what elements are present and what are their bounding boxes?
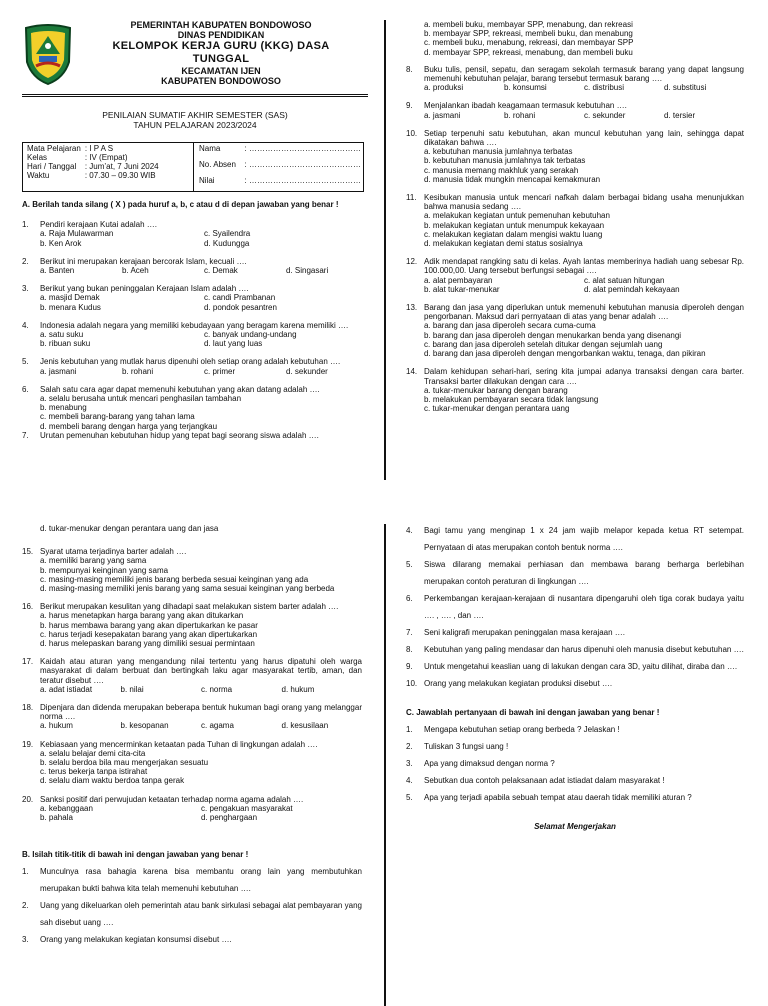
option[interactable]: b. membayar SPP, rekreasi, membeli buku, dan menabung	[424, 29, 633, 39]
question-3: 3. Berikut yang bukan peninggalan Kerajaan Islam adalah …. a. masjid Demak c. candi Prambanan b. menara Kudus d. pondok pesantren	[22, 284, 368, 312]
option[interactable]: a. jasmani	[424, 110, 461, 120]
option[interactable]: d. manusia tidak mungkin mencapai kemakmuran	[424, 174, 601, 184]
option[interactable]: c. norma	[201, 684, 233, 694]
option[interactable]: c. membeli buku, menabung, rekreasi, dan membayar SPP	[424, 38, 634, 48]
time-value: : 07.30 – 09.30 WIB	[84, 171, 156, 180]
option[interactable]: d. tersier	[664, 110, 696, 120]
question-10: 10. Setiap terpenuhi satu kebutuhan, akan muncul kebutuhan yang lain, sehingga dapat dikatakan bahwa …. a. kebutuhan manusia jumlahnya terbatas b. kebutuhan manusia jumlahnya tak terbatas c. manusia memang makhluk yang serakah d. manusia tidak mungkin mencapai kemakmuran	[406, 128, 744, 184]
option[interactable]: b. harus membawa barang yang akan dipertukarkan ke pasar	[40, 620, 258, 630]
option[interactable]: a. kebanggaan	[40, 803, 93, 813]
option[interactable]: a. kebutuhan manusia jumlahnya terbatas	[424, 147, 573, 157]
essay-item-4: 4. Sebutkan dua contoh pelaksanaan adat istiadat dalam masyarakat !	[406, 776, 665, 785]
option[interactable]: b. kesopanan	[120, 721, 169, 731]
option[interactable]: c. sekunder	[584, 110, 626, 120]
page2-left-column	[22, 524, 362, 948]
option[interactable]: c. Syailendra	[204, 229, 251, 239]
question-8: 8. Buku tulis, pensil, sepatu, dan seragam sekolah termasuk barang yang dapat langsung memenuhi kebutuhan pelajar, barang tersebut termasuk barang …. a. produksi b. konsumsi c. distribusi d. substitusi	[406, 64, 744, 93]
header-line-1: PEMERINTAH KABUPATEN BONDOWOSO	[130, 20, 312, 30]
option[interactable]: a. harus menetapkan harga barang yang akan ditukarkan	[40, 611, 244, 621]
fill-item-7: 7. Seni kaligrafi merupakan peninggalan masa kerajaan ….	[406, 628, 626, 637]
header-rule	[22, 94, 368, 95]
option[interactable]: b. konsumsi	[504, 83, 547, 93]
option[interactable]: d. harus melepaskan barang yang dimiliki sesuai permintaan	[40, 639, 255, 649]
option[interactable]: c. harus terjadi kesepakatan barang yang akan dipertukarkan	[40, 629, 258, 639]
header-line-4: TUNGGAL	[192, 53, 250, 65]
option[interactable]: d. tukar-menukar dengan perantara uang dan jasa	[40, 524, 219, 533]
option[interactable]: b. rohani	[504, 110, 536, 120]
fill-item-4: 4. Bagi tamu yang menginap 1 x 24 jam wajib melapor kepada ketua RT setempat. Pernyataan di atas merupakan contoh bentuk norma ….	[406, 526, 744, 552]
name-label: Nama	[199, 144, 221, 153]
option[interactable]: c. tukar-menukar dengan perantara uang	[424, 404, 570, 414]
section-c-instruction: C. Jawablah pertanyaan di bawah ini dengan jawaban yang benar !	[406, 708, 660, 717]
day-value: : Jum’at, 7 Juni 2024	[84, 162, 159, 171]
option[interactable]: b. selalu berdoa bila mau mengerjakan sesuatu	[40, 758, 209, 768]
option[interactable]: c. terus bekerja tanpa istirahat	[40, 767, 148, 777]
option[interactable]: a. Raja Mulawarman	[40, 229, 114, 239]
option[interactable]: a. satu suku	[40, 330, 84, 340]
question-17: 17. Kaidah atau aturan yang mengandung nilai tertentu yang harus dipatuhi oleh warga masyarakat di dalam berbuat dan bertingkah laku agar masyarakat tertib, aman, dan teratur disebut …. a. adat istiadat b. nilai c. norma d. hukum	[22, 657, 362, 694]
page1-left-column	[22, 200, 368, 440]
option[interactable]: a. masjid Demak	[40, 293, 100, 303]
option[interactable]: a. membeli buku, membayar SPP, menabung, dan rekreasi	[424, 20, 633, 29]
page1-right-column	[406, 20, 744, 413]
column-divider	[384, 20, 386, 480]
question-4: 4. Indonesia adalah negara yang memiliki kebudayaan yang beragam karena memiliki …. a. satu suku c. banyak undang-undang b. ribuan suku d. laut yang luas	[22, 321, 368, 349]
subject-label: Mata Pelajaran	[27, 144, 81, 153]
option[interactable]: c. barang dan jasa diperoleh setelah ditukar dengan sejumlah uang	[424, 339, 663, 349]
option[interactable]: a. memiliki barang yang sama	[40, 556, 147, 566]
option[interactable]: d. alat pemindah kekayaan	[584, 284, 680, 294]
option[interactable]: a. produksi	[424, 83, 464, 93]
option[interactable]: d. hukum	[281, 684, 315, 694]
question-5: 5. Jenis kebutuhan yang mutlak harus dipenuhi oleh setiap orang adalah kebutuhan …. a. jasmani b. rohani c. primer d. sekunder	[22, 357, 368, 375]
option[interactable]: d. melakukan kegiatan demi status sosialnya	[424, 239, 583, 249]
option[interactable]: d. masing-masing memiliki jenis barang yang sama sesuai keinginan yang berbeda	[40, 584, 335, 594]
option[interactable]: a. alat pembayaran	[424, 275, 493, 285]
option[interactable]: d. barang dan jasa diperoleh dengan mengorbankan waktu, tenaga, dan pikiran	[424, 349, 706, 359]
question-13: 13. Barang dan jasa yang diperlukan untuk memenuhi kebutuhan manusia diperoleh dengan pengorbanan. Maksud dari pernyataan di atas yang benar adalah …. a. barang dan jasa diperoleh secara cuma-cuma b. barang dan jasa diperoleh dengan menukarkan benda yang disenangi c. barang dan jasa diperoleh setelah ditukar dengan sejumlah uang d. barang dan jasa diperoleh dengan mengorbankan waktu, tenaga, dan pikiran	[406, 303, 744, 359]
option[interactable]: d. selalu diam waktu berdoa tanpa gerak	[40, 776, 185, 786]
option[interactable]: c. agama	[201, 721, 234, 731]
exam-year: TAHUN PELAJARAN 2023/2024	[133, 120, 257, 130]
subject-value: : I P A S	[84, 144, 114, 153]
option[interactable]: a. adat istiadat	[40, 684, 93, 694]
option[interactable]: c. distribusi	[584, 83, 625, 93]
page2-right-column	[406, 522, 744, 831]
header-line-2: DINAS PENDIDIKAN	[177, 30, 265, 40]
option[interactable]: a. barang dan jasa diperoleh secara cuma-cuma	[424, 321, 596, 331]
option[interactable]: c. melakukan kegiatan dalam mengisi waktu luang	[424, 229, 603, 239]
option[interactable]: c. banyak undang-undang	[204, 330, 297, 340]
school-header	[22, 20, 368, 95]
option[interactable]: c. masing-masing memiliki jenis barang berbeda sesuai keinginan yang ada	[40, 574, 309, 584]
option[interactable]: b. barang dan jasa diperoleh dengan menukarkan benda yang disenangi	[424, 330, 682, 340]
closing-message: Selamat Mengerjakan	[534, 822, 616, 831]
question-12: 12. Adik mendapat rangking satu di kelas. Ayah lantas memberinya hadiah uang sebesar Rp. 100.000,00. Uang tersebut berfungsi sebagai …. a. alat pembayaran c. alat satuan hitungan b. alat tukar-menukar d. alat pemindah kekayaan	[406, 257, 744, 294]
question-7-options	[406, 20, 744, 57]
option[interactable]: b. alat tukar-menukar	[424, 284, 500, 294]
student-info-box	[22, 142, 364, 192]
header-rule-thin	[22, 96, 368, 97]
option[interactable]: c. Demak	[204, 266, 238, 276]
option[interactable]: b. mempunyai keinginan yang sama	[40, 565, 169, 575]
exam-title-block	[22, 110, 368, 130]
option[interactable]: c. alat satuan hitungan	[584, 275, 665, 285]
option[interactable]: a. Banten	[40, 266, 75, 276]
option[interactable]: b. nilai	[120, 684, 144, 694]
absen-label: No. Absen	[199, 160, 236, 169]
question-18: 18. Dipenjara dan didenda merupakan beberapa bentuk hukuman bagi orang yang melanggar norma …. a. hukum b. kesopanan c. agama d. kesusilaan	[22, 703, 362, 731]
option[interactable]: a. hukum	[40, 721, 73, 731]
option[interactable]: b. melakukan pembayaran secara tidak langsung	[424, 394, 599, 404]
question-2: 2. Berikut ini merupakan kerajaan bercorak Islam, kecuali …. a. Banten b. Aceh c. Demak d. Singasari	[22, 257, 368, 275]
question-11: 11. Kesibukan manusia untuk mencari nafkah dalam berbagai bidang usaha menunjukkan bahwa manusia sedang …. a. melakukan kegiatan untuk pemenuhan kebutuhan b. melakukan kegiatan untuk menumpuk kekayaan c. melakukan kegiatan dalam mengisi waktu luang d. melakukan kegiatan demi status sosialnya	[406, 193, 744, 249]
essay-item-1: 1. Mengapa kebutuhan setiap orang berbeda ? Jelaskan !	[406, 725, 620, 734]
option[interactable]: d. Kudungga	[204, 238, 250, 248]
name-field[interactable]: : ……………………………………	[244, 144, 361, 153]
option[interactable]: b. pahala	[40, 813, 73, 823]
question-1: 1. Pendiri kerajaan Kutai adalah …. a. Raja Mulawarman c. Syailendra b. Ken Arok d. Kudungga	[22, 220, 368, 248]
fill-item-1: 1. Munculnya rasa bahagia karena bisa membantu orang lain yang membutuhkan merupakan bukti bahwa kita telah memenuhi kebutuhan ….	[22, 867, 362, 894]
option[interactable]: b. menabung	[40, 403, 87, 413]
header-line-3: KELOMPOK KERJA GURU (KKG) DASA	[112, 40, 330, 52]
question-15: 15. Syarat utama terjadinya barter adalah …. a. memiliki barang yang sama b. mempunyai keinginan yang sama c. masing-masing memiliki jenis barang berbeda sesuai keinginan yang ada d. masing-masing memiliki jenis barang yang sama sesuai keinginan yang berbeda	[22, 547, 362, 593]
time-label: Waktu	[27, 171, 50, 180]
option[interactable]: d. penghargaan	[201, 813, 258, 823]
question-6: 6. Salah satu cara agar dapat memenuhi kebutuhan yang akan datang adalah …. a. selalu berusaha untuk mencari penghasilan tambahan b. menabung c. membeli barang-barang yang tahan lama d. membeli barang dengan harga yang terjangkau	[22, 385, 368, 431]
fill-item-3: 3. Orang yang melakukan kegiatan konsumsi disebut ….	[22, 935, 232, 945]
class-value: : IV (Empat)	[84, 153, 128, 162]
fill-item-5: 5. Siswa dilarang memakai perhiasan dan membawa barang berharga berlebihan merupakan contoh peraturan di lingkungan ….	[406, 560, 744, 586]
option[interactable]: d. membayar SPP, rekreasi, menabung, dan membeli buku	[424, 47, 633, 57]
essay-item-2: 2. Tuliskan 3 fungsi uang !	[406, 742, 509, 751]
option[interactable]: b. kebutuhan manusia jumlahnya tak terbatas	[424, 156, 586, 166]
option[interactable]: a. selalu belajar demi cita-cita	[40, 748, 146, 758]
option[interactable]: d. laut yang luas	[204, 339, 263, 349]
nilai-label: Nilai	[199, 176, 215, 185]
option[interactable]: c. primer	[204, 366, 236, 376]
option[interactable]: d. substitusi	[664, 83, 707, 93]
option[interactable]: d. membeli barang dengan harga yang terjangkau	[40, 421, 218, 431]
bondowoso-regency-logo	[22, 24, 74, 86]
class-label: Kelas	[27, 153, 48, 162]
question-19: 19. Kebiasaan yang mencerminkan ketaatan pada Tuhan di lingkungan adalah …. a. selalu belajar demi cita-cita b. selalu berdoa bila mau mengerjakan sesuatu c. terus bekerja tanpa istirahat d. selalu diam waktu berdoa tanpa gerak	[22, 740, 362, 786]
essay-item-3: 3. Apa yang dimaksud dengan norma ?	[406, 759, 555, 768]
option[interactable]: d. sekunder	[286, 366, 328, 376]
option[interactable]: b. Ken Arok	[40, 238, 82, 248]
fill-item-6: 6. Perkembangan kerajaan-kerajaan di nusantara dipengaruhi oleh tiga corak budaya yaitu …. , …. , dan ….	[406, 594, 744, 620]
header-line-6: KABUPATEN BONDOWOSO	[161, 76, 281, 86]
option[interactable]: c. membeli barang-barang yang tahan lama	[40, 412, 195, 422]
fill-item-2: 2. Uang yang dikeluarkan oleh pemerintah atau bank sirkulasi sebagai alat pembayaran yang sah disebut uang ….	[22, 901, 362, 928]
day-label: Hari / Tanggal	[27, 162, 77, 171]
option[interactable]: a. tukar-menukar barang dengan barang	[424, 385, 568, 395]
option[interactable]: a. selalu berusaha untuk mencari penghasilan tambahan	[40, 394, 242, 404]
option[interactable]: d. Singasari	[286, 266, 329, 276]
option[interactable]: d. kesusilaan	[281, 721, 329, 731]
fill-item-9: 9. Untuk mengetahui keaslian uang di lakukan dengan cara 3D, yaitu dilihat, diraba dan ….	[406, 662, 738, 671]
option[interactable]: d. pondok pesantren	[204, 302, 277, 312]
question-7: 7. Urutan pemenuhan kebutuhan hidup yang tepat bagi seorang siswa adalah ….	[22, 430, 319, 440]
absen-field[interactable]: : ……………………………………	[244, 160, 361, 169]
option[interactable]: b. Aceh	[122, 266, 149, 276]
fill-item-10: 10. Orang yang melakukan kegiatan produksi disebut ….	[406, 679, 613, 688]
option[interactable]: b. melakukan kegiatan untuk menumpuk kekayaan	[424, 220, 605, 230]
section-b-instruction: B. Isilah titik-titik di bawah ini dengan jawaban yang benar !	[22, 850, 249, 860]
option[interactable]: c. candi Prambanan	[204, 293, 276, 303]
option[interactable]: a. jasmani	[40, 366, 77, 376]
column-divider-page2	[384, 524, 386, 1006]
nilai-field[interactable]: : ……………………………………	[244, 176, 361, 185]
essay-item-5: 5. Apa yang terjadi apabila sebuah tempat atau daerah tidak memiliki aturan ?	[406, 793, 692, 802]
fill-item-8: 8. Kebutuhan yang paling mendasar dan harus dipenuhi oleh manusia disebut kebutuhan ….	[406, 645, 744, 654]
option[interactable]: c. manusia memang makhluk yang serakah	[424, 165, 579, 175]
exam-title: PENILAIAN SUMATIF AKHIR SEMESTER (SAS)	[102, 110, 288, 120]
option[interactable]: c. pengakuan masyarakat	[201, 803, 293, 813]
section-a-instruction: A. Berilah tanda silang ( X ) pada huruf a, b, c atau d di depan jawaban yang benar !	[22, 200, 339, 209]
question-20: 20. Sanksi positif dari perwujudan ketaatan terhadap norma agama adalah …. a. kebanggaan c. pengakuan masyarakat b. pahala d. penghargaan	[22, 795, 362, 823]
question-16: 16. Berikut merupakan kesulitan yang dihadapi saat melakukan sistem barter adalah …. a. harus menetapkan harga barang yang akan ditukarkan b. harus membawa barang yang akan dipertukarkan ke pasar c. harus terjadi kesepakatan barang yang akan dipertukarkan d. harus melepaskan barang yang dimiliki sesuai permintaan	[22, 602, 362, 648]
option[interactable]: b. ribuan suku	[40, 339, 91, 349]
header-line-5: KECAMATAN IJEN	[181, 66, 261, 76]
option[interactable]: a. melakukan kegiatan untuk pemenuhan kebutuhan	[424, 211, 610, 221]
option[interactable]: b. menara Kudus	[40, 302, 101, 312]
option[interactable]: b. rohani	[122, 366, 154, 376]
question-9: 9. Menjalankan ibadah keagamaan termasuk kebutuhan …. a. jasmani b. rohani c. sekunder d. tersier	[406, 101, 744, 119]
question-14: 14. Dalam kehidupan sehari-hari, sering kita jumpai adanya transaksi dengan cara barter. Transaksi barter dilakukan dengan cara …. a. tukar-menukar barang dengan barang b. melakukan pembayaran secara tidak langsung c. tukar-menukar dengan perantara uang	[406, 367, 744, 414]
